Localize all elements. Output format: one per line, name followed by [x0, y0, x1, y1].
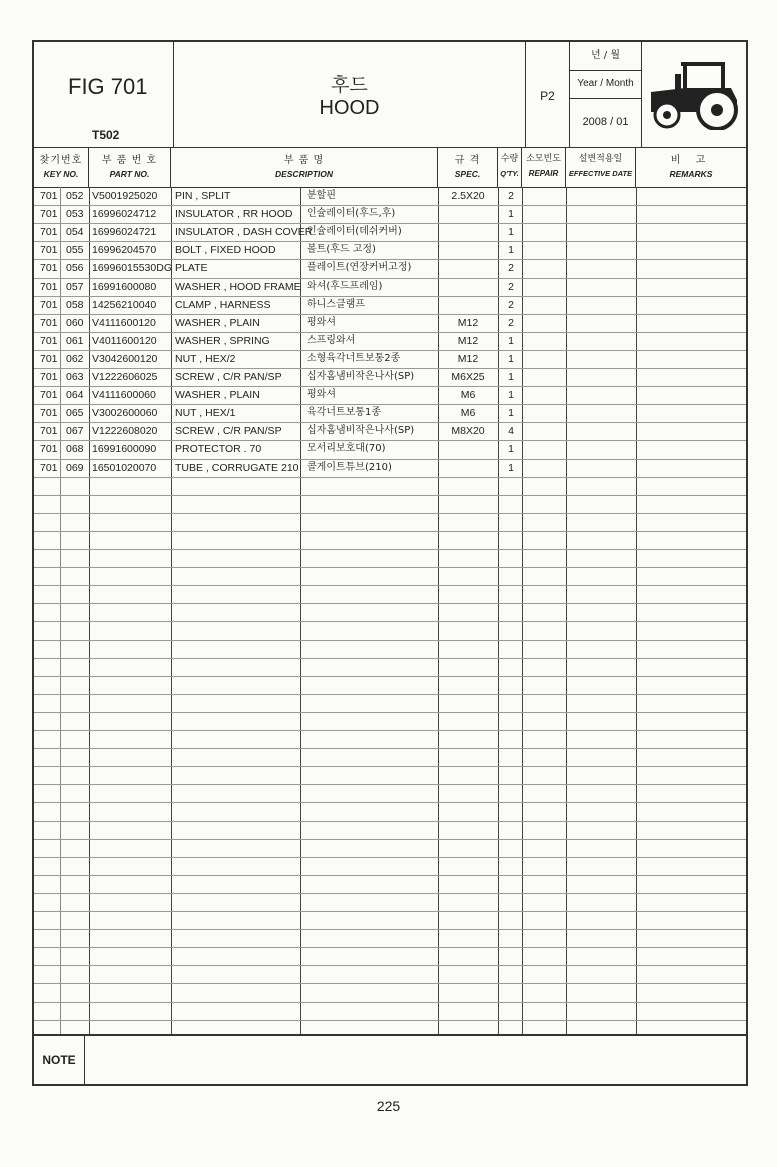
cell-desc: SCREW , C/R PAN/SP	[175, 425, 282, 437]
cell-fig: 701	[40, 371, 58, 383]
page-number: 225	[376, 1098, 401, 1114]
cell-key: 061	[66, 335, 84, 347]
cell-fig: 701	[40, 407, 58, 419]
cell-key: 058	[66, 299, 84, 311]
col-spec-en: SPEC.	[454, 169, 481, 179]
cell-desc: CLAMP , HARNESS	[175, 299, 271, 311]
model-code: T502	[92, 128, 120, 142]
cell-fig: 701	[40, 208, 58, 220]
cell-fig: 701	[40, 226, 58, 238]
table-row	[34, 459, 746, 477]
cell-spec: M12	[457, 317, 479, 329]
parts-list-sheet	[32, 40, 748, 1086]
cell-qty: 1	[508, 407, 514, 419]
col-qty-en: Q'TY.	[500, 169, 519, 178]
cell-fig: 701	[40, 353, 58, 365]
cell-desc: WASHER , HOOD FRAME	[175, 281, 301, 293]
cell-desc: WASHER , PLAIN	[175, 389, 260, 401]
cell-desc-ko: 볼트(후드 고정)	[307, 244, 376, 255]
cell-fig: 701	[40, 335, 58, 347]
table-row	[34, 314, 746, 332]
cell-desc-ko: 소형육각너트보통2종	[307, 353, 401, 364]
column-headers	[34, 147, 746, 188]
year-month-label-ko: 년 / 월	[570, 42, 641, 71]
row-rule	[34, 875, 746, 876]
cell-qty: 1	[508, 335, 514, 347]
row-rule	[34, 784, 746, 785]
cell-spec: M6	[460, 407, 476, 419]
row-rule	[34, 947, 746, 948]
col-eff-ko: 설변적용일	[578, 154, 623, 164]
cell-key: 052	[66, 190, 84, 202]
cell-fig: 701	[40, 462, 58, 474]
col-effective-date	[566, 147, 636, 187]
title-cell	[174, 42, 526, 147]
table-row	[34, 368, 746, 386]
cell-desc: PROTECTOR . 70	[175, 443, 262, 455]
cell-desc-ko: 콜게이트튜브(210)	[307, 462, 392, 473]
cell-qty: 2	[508, 281, 514, 293]
title-korean: 후드	[331, 74, 368, 96]
figure-number: FIG 701	[68, 74, 148, 99]
cell-desc: BOLT , FIXED HOOD	[175, 244, 276, 256]
cell-fig: 701	[40, 262, 58, 274]
cell-qty: 1	[508, 208, 514, 220]
row-rule	[34, 495, 746, 496]
cell-qty: 2	[508, 317, 514, 329]
row-rule	[34, 567, 746, 568]
cell-qty: 1	[508, 389, 514, 401]
col-spec-ko: 규 격	[454, 155, 481, 166]
row-rule	[34, 603, 746, 604]
col-repair-ko: 소모빈도	[526, 154, 561, 164]
cell-qty: 4	[508, 425, 514, 437]
row-rule	[34, 730, 746, 731]
row-rule	[34, 640, 746, 641]
col-remarks	[636, 147, 746, 187]
cell-desc-ko: 십자홈냄비작은나사(SP)	[307, 425, 415, 436]
cell-fig: 701	[40, 299, 58, 311]
cell-desc-ko: 와셔(후드프레임)	[307, 281, 383, 292]
cell-desc-ko: 스프링와셔	[307, 335, 356, 346]
issue-date: 2008 / 01	[582, 116, 629, 128]
row-rule	[34, 676, 746, 677]
note-label: NOTE	[34, 1036, 85, 1084]
cell-qty: 1	[508, 443, 514, 455]
row-rule	[34, 748, 746, 749]
cell-part: 16996024721	[92, 226, 157, 238]
cell-desc: NUT , HEX/1	[175, 407, 236, 419]
table-row	[34, 350, 746, 368]
row-rule	[34, 766, 746, 767]
row-rule	[34, 839, 746, 840]
cell-fig: 701	[40, 281, 58, 293]
cell-part: V3002600060	[92, 407, 158, 419]
row-rule	[34, 585, 746, 586]
cell-desc: NUT , HEX/2	[175, 353, 236, 365]
cell-key: 060	[66, 317, 84, 329]
sheet-header	[34, 42, 746, 148]
cell-desc: WASHER , SPRING	[175, 335, 270, 347]
tractor-icon	[645, 60, 745, 130]
cell-key: 069	[66, 462, 84, 474]
table-row	[34, 259, 746, 277]
cell-fig: 701	[40, 244, 58, 256]
col-repair	[522, 147, 566, 187]
col-key-en: KEY NO.	[43, 169, 79, 179]
cell-qty: 2	[508, 262, 514, 274]
cell-part: V4011600120	[92, 335, 157, 347]
page-code: P2	[540, 89, 555, 103]
cell-fig: 701	[40, 190, 58, 202]
col-eff-en: EFFECTIVE DATE	[568, 169, 633, 178]
row-rule	[34, 549, 746, 550]
figure-cell	[34, 42, 174, 147]
table-row	[34, 296, 746, 314]
col-remarks-ko: 비 고	[670, 155, 712, 166]
col-part-en: PART NO.	[109, 169, 150, 179]
row-rule	[34, 712, 746, 713]
cell-desc-ko: 육각너트보통1종	[307, 407, 381, 418]
table-row	[34, 187, 746, 205]
row-rule	[34, 983, 746, 984]
cell-desc-ko: 인슐레이터(후드,후)	[307, 208, 396, 219]
cell-key: 065	[66, 407, 84, 419]
cell-part: 16996024712	[92, 208, 157, 220]
cell-qty: 1	[508, 353, 514, 365]
table-row	[34, 241, 746, 259]
col-qty	[498, 147, 522, 187]
date-cell	[570, 42, 642, 147]
cell-desc-ko: 모서리보호대(70)	[307, 443, 386, 454]
cell-desc: WASHER , PLAIN	[175, 317, 260, 329]
col-part	[89, 147, 171, 187]
cell-part: 16996015530DG	[92, 262, 172, 274]
col-spec	[438, 147, 498, 187]
row-rule	[34, 694, 746, 695]
col-key	[34, 147, 89, 187]
cell-key: 062	[66, 353, 84, 365]
row-rule	[34, 1020, 746, 1021]
cell-qty: 2	[508, 190, 514, 202]
cell-qty: 1	[508, 226, 514, 238]
cell-fig: 701	[40, 317, 58, 329]
row-rule	[34, 1002, 746, 1003]
cell-desc-ko: 분할핀	[307, 190, 336, 201]
cell-qty: 1	[508, 244, 514, 256]
cell-fig: 701	[40, 389, 58, 401]
cell-part: 14256210040	[92, 299, 157, 311]
cell-desc-ko: 평와셔	[307, 389, 336, 400]
year-month-label: Year / Month	[570, 70, 641, 99]
cell-spec: M6	[460, 389, 476, 401]
col-key-ko: 찾기번호	[39, 155, 83, 166]
cell-part: V3042600120	[92, 353, 158, 365]
cell-desc-ko: 십자홈냄비작은나사(SP)	[307, 371, 415, 382]
col-repair-en: REPAIR	[528, 169, 559, 178]
cell-part: 16991600080	[92, 281, 157, 293]
row-rule	[34, 911, 746, 912]
row-rule	[34, 477, 746, 478]
row-rule	[34, 857, 746, 858]
cell-desc: PIN , SPLIT	[175, 190, 231, 202]
cell-spec: M12	[457, 335, 479, 347]
cell-desc: PLATE	[175, 262, 208, 274]
cell-part: V1222606025	[92, 371, 158, 383]
cell-key: 067	[66, 425, 84, 437]
cell-key: 054	[66, 226, 84, 238]
cell-desc: INSULATOR , DASH COVER	[175, 226, 313, 238]
cell-part: 16996204570	[92, 244, 157, 256]
cell-key: 057	[66, 281, 84, 293]
table-row	[34, 223, 746, 241]
cell-desc: TUBE , CORRUGATE 210	[175, 462, 299, 474]
cell-desc: SCREW , C/R PAN/SP	[175, 371, 282, 383]
cell-spec: M12	[457, 353, 479, 365]
col-remarks-en: REMARKS	[669, 169, 713, 179]
table-row	[34, 278, 746, 296]
col-desc-en: DESCRIPTION	[274, 169, 334, 179]
col-desc-ko: 부 품 명	[283, 155, 325, 166]
cell-key: 056	[66, 262, 84, 274]
cell-fig: 701	[40, 443, 58, 455]
page-title: HOOD	[319, 97, 380, 119]
col-qty-ko: 수량	[500, 154, 519, 164]
cell-qty: 2	[508, 299, 514, 311]
table-row	[34, 422, 746, 440]
cell-key: 053	[66, 208, 84, 220]
cell-spec: M8X20	[451, 425, 485, 437]
cell-key: 055	[66, 244, 84, 256]
cell-key: 063	[66, 371, 84, 383]
cell-part: V5001925020	[92, 190, 158, 202]
row-rule	[34, 893, 746, 894]
table-row	[34, 332, 746, 350]
cell-desc: INSULATOR , RR HOOD	[175, 208, 293, 220]
row-rule	[34, 802, 746, 803]
cell-part: V1222608020	[92, 425, 158, 437]
cell-desc-ko: 평와셔	[307, 317, 336, 328]
cell-key: 064	[66, 389, 84, 401]
cell-part: V4111600120	[92, 317, 156, 329]
row-rule	[34, 531, 746, 532]
row-rule	[34, 658, 746, 659]
cell-desc-ko: 하니스클램프	[307, 299, 365, 310]
row-rule	[34, 621, 746, 622]
cell-part: 16991600090	[92, 443, 157, 455]
col-description	[171, 147, 438, 187]
row-rule	[34, 513, 746, 514]
cell-spec: 2.5X20	[451, 190, 485, 202]
cell-qty: 1	[508, 462, 514, 474]
table-row	[34, 386, 746, 404]
cell-part: 16501020070	[92, 462, 157, 474]
table-row	[34, 404, 746, 422]
page-code-cell	[526, 42, 570, 147]
tractor-image-cell	[642, 42, 746, 147]
row-rule	[34, 821, 746, 822]
table-row	[34, 205, 746, 223]
cell-part: V4111600060	[92, 389, 156, 401]
note-section	[34, 1034, 746, 1086]
cell-qty: 1	[508, 371, 514, 383]
parts-table	[34, 187, 746, 1034]
cell-desc-ko: 플레이트(연장커버고정)	[307, 262, 412, 273]
row-rule	[34, 929, 746, 930]
cell-spec: M6X25	[451, 371, 485, 383]
row-rule	[34, 965, 746, 966]
cell-fig: 701	[40, 425, 58, 437]
cell-key: 068	[66, 443, 84, 455]
table-row	[34, 440, 746, 458]
cell-desc-ko: 인슐레이터(데쉬커버)	[307, 226, 402, 237]
col-part-ko: 부 품 번 호	[101, 155, 158, 166]
